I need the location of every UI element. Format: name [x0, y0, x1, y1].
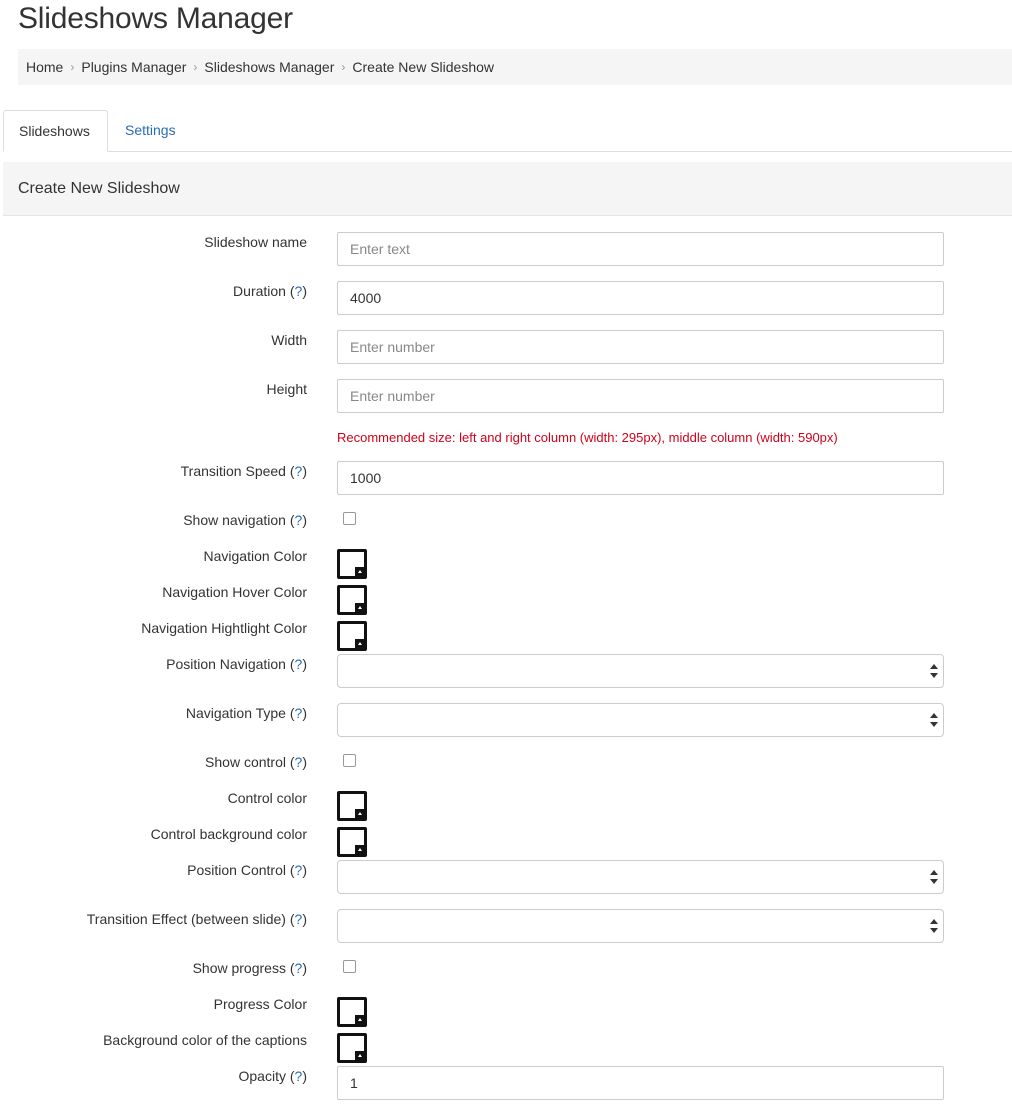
navigation-type-label-text: Navigation Type — [185, 705, 286, 721]
navigation-hover-color-picker[interactable] — [337, 585, 367, 615]
captions-background-color-picker[interactable] — [337, 1033, 367, 1063]
select-arrows-icon — [930, 870, 938, 884]
help-icon[interactable]: ? — [294, 754, 303, 770]
transition-effect-label: Transition Effect (between slide) (?) — [86, 911, 307, 927]
show-control-checkbox[interactable] — [343, 754, 356, 767]
navigation-highlight-color-label: Navigation Hightlight Color — [141, 620, 307, 636]
opacity-label-text: Opacity — [238, 1068, 286, 1084]
page-title: Slideshows Manager — [18, 2, 293, 35]
breadcrumb — [18, 49, 1012, 85]
position-control-label-text: Position Control — [187, 862, 286, 878]
control-color-label: Control color — [227, 790, 307, 806]
chevron-right-icon: › — [70, 60, 75, 74]
slideshow-name-label: Slideshow name — [204, 234, 307, 250]
help-icon[interactable]: ? — [294, 862, 303, 878]
chevron-right-icon: › — [341, 60, 346, 74]
navigation-color-picker[interactable] — [337, 549, 367, 579]
select-arrows-icon — [930, 664, 938, 678]
chevron-right-icon: › — [193, 60, 198, 74]
transition-effect-label-text: Transition Effect (between slide) — [86, 911, 286, 927]
help-icon[interactable]: ? — [294, 656, 303, 672]
transition-speed-label-text: Transition Speed — [180, 463, 286, 479]
breadcrumb-plugins-manager[interactable]: Plugins Manager — [81, 59, 187, 75]
caret-up-icon — [355, 845, 365, 855]
breadcrumb-home[interactable]: Home — [26, 59, 64, 75]
tab-slideshows[interactable]: Slideshows — [3, 110, 108, 152]
show-control-label-text: Show control — [205, 754, 286, 770]
tab-bar — [3, 110, 1012, 152]
breadcrumb-current: Create New Slideshow — [352, 59, 495, 75]
help-icon[interactable]: ? — [294, 1068, 303, 1084]
show-progress-checkbox[interactable] — [343, 960, 356, 973]
select-arrows-icon — [930, 919, 938, 933]
slideshow-name-input[interactable] — [337, 232, 944, 266]
duration-input[interactable] — [337, 281, 944, 315]
help-icon[interactable]: ? — [294, 705, 303, 721]
show-control-label: Show control (?) — [205, 754, 307, 770]
breadcrumb-slideshows-manager[interactable]: Slideshows Manager — [204, 59, 335, 75]
duration-label: Duration (?) — [233, 283, 307, 299]
tab-settings[interactable]: Settings — [125, 122, 176, 138]
caret-up-icon — [355, 603, 365, 613]
panel-title: Create New Slideshow — [3, 162, 1012, 216]
position-control-label: Position Control (?) — [187, 862, 307, 878]
width-label: Width — [271, 332, 307, 348]
navigation-color-label: Navigation Color — [203, 548, 307, 564]
show-navigation-label: Show navigation (?) — [183, 512, 307, 528]
position-navigation-label: Position Navigation (?) — [166, 656, 307, 672]
navigation-hover-color-label: Navigation Hover Color — [162, 584, 307, 600]
control-background-color-picker[interactable] — [337, 827, 367, 857]
caret-up-icon — [355, 567, 365, 577]
navigation-highlight-color-picker[interactable] — [337, 621, 367, 651]
duration-label-text: Duration — [233, 283, 286, 299]
help-icon[interactable]: ? — [294, 283, 303, 299]
show-progress-label: Show progress (?) — [192, 960, 307, 976]
width-input[interactable] — [337, 330, 944, 364]
progress-color-picker[interactable] — [337, 997, 367, 1027]
control-background-color-label: Control background color — [150, 826, 307, 842]
select-arrows-icon — [930, 713, 938, 727]
help-icon[interactable]: ? — [294, 512, 303, 528]
size-recommendation-note: Recommended size: left and right column (width: 295px), middle column (width: 590px) — [337, 430, 838, 445]
progress-color-label: Progress Color — [213, 996, 307, 1012]
help-icon[interactable]: ? — [294, 911, 303, 927]
position-control-select[interactable] — [337, 860, 944, 894]
opacity-input[interactable] — [337, 1066, 944, 1100]
position-navigation-label-text: Position Navigation — [166, 656, 286, 672]
transition-speed-input[interactable] — [337, 461, 944, 495]
help-icon[interactable]: ? — [294, 960, 303, 976]
show-progress-label-text: Show progress — [192, 960, 286, 976]
caret-up-icon — [355, 809, 365, 819]
opacity-label: Opacity (?) — [238, 1068, 307, 1084]
height-label: Height — [266, 381, 307, 397]
caret-up-icon — [355, 1051, 365, 1061]
control-color-picker[interactable] — [337, 791, 367, 821]
caret-up-icon — [355, 1015, 365, 1025]
navigation-type-label: Navigation Type (?) — [185, 705, 307, 721]
captions-background-color-label: Background color of the captions — [103, 1032, 307, 1048]
transition-speed-label: Transition Speed (?) — [180, 463, 307, 479]
caret-up-icon — [355, 639, 365, 649]
transition-effect-select[interactable] — [337, 909, 944, 943]
show-navigation-checkbox[interactable] — [343, 512, 356, 525]
help-icon[interactable]: ? — [294, 463, 303, 479]
show-navigation-label-text: Show navigation — [183, 512, 286, 528]
navigation-type-select[interactable] — [337, 703, 944, 737]
height-input[interactable] — [337, 379, 944, 413]
position-navigation-select[interactable] — [337, 654, 944, 688]
